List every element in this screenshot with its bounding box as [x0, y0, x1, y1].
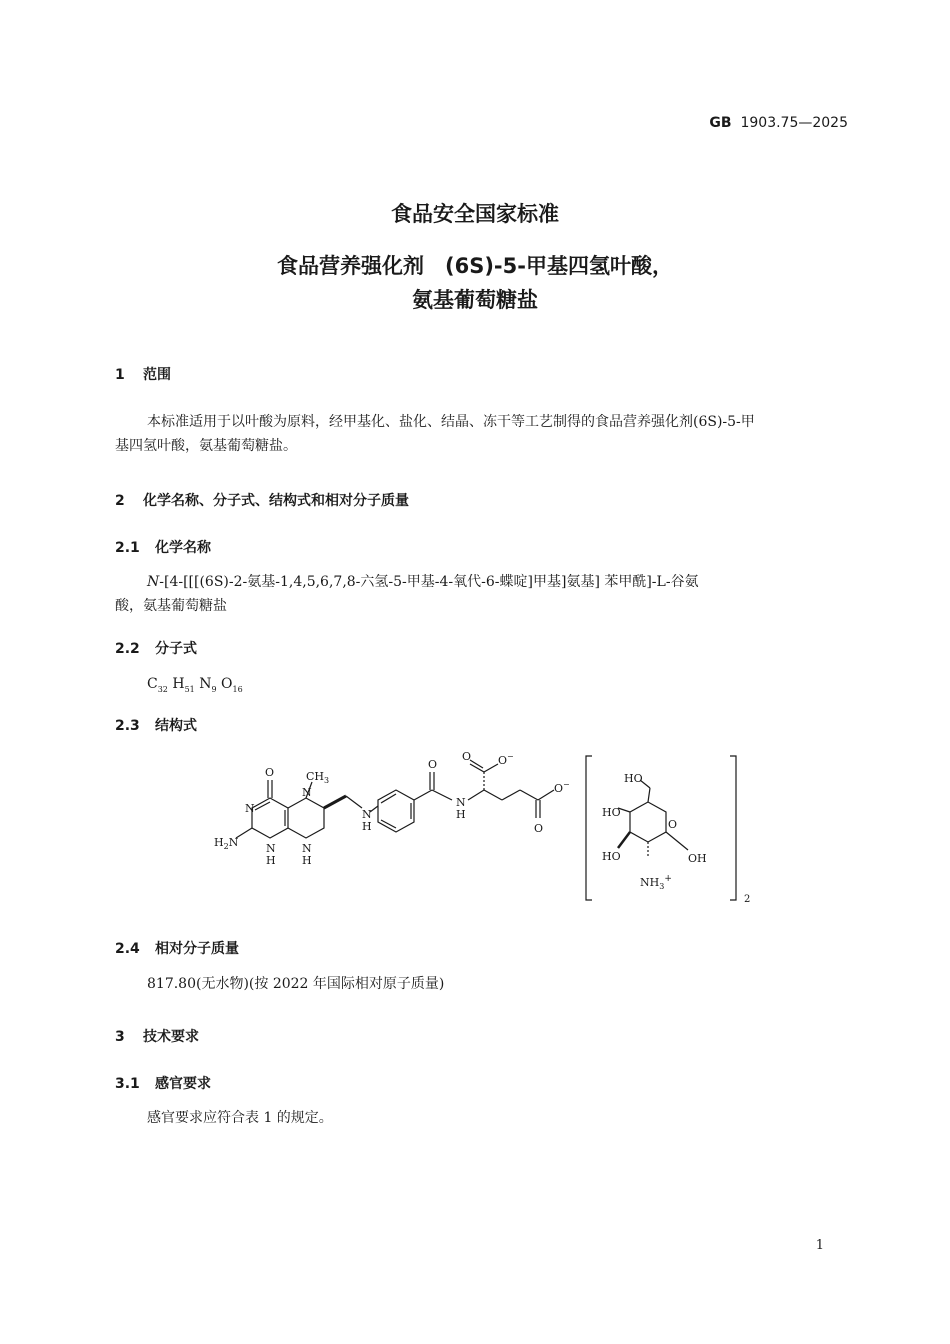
amine-bond: [236, 828, 252, 838]
section-2-1-heading: [115, 537, 211, 557]
atom-o: O: [428, 758, 438, 771]
standard-code-prefix: GB: [709, 115, 732, 131]
label-charge: +: [664, 874, 672, 884]
label-sub: 3: [659, 882, 665, 891]
atom-o: O: [265, 766, 275, 779]
section-number: 2.4: [115, 941, 140, 957]
bracket-subscript: 2: [744, 894, 751, 905]
label-charge: −: [563, 780, 570, 789]
amine-label: [214, 836, 239, 851]
section-number: 2.1: [115, 540, 140, 556]
ho-wedge: [618, 832, 630, 848]
atom-o: O: [462, 750, 472, 763]
section-1-body: [115, 410, 855, 458]
atom-h: H: [456, 808, 466, 821]
atom-ho: HO: [602, 850, 621, 863]
standard-code-number: 1903.75—2025: [740, 115, 848, 131]
label-o: O: [554, 782, 564, 795]
section-2-heading: [115, 490, 409, 510]
label-n: N: [228, 836, 239, 849]
carboxylate-label: [498, 752, 514, 767]
atom-h: H: [362, 820, 372, 833]
chemical-name: -[4-[[[(6S)-2-氨基-1,4,5,6,7,8-六氢-5-甲基-4-氧代-6-蝶啶]甲基]氨基] 苯甲酰]-L-谷氨: [159, 574, 699, 590]
ring-double-bond: [255, 802, 270, 810]
section-number: 1: [115, 367, 125, 383]
atom-h: H: [302, 854, 312, 867]
element-n: N: [199, 676, 212, 692]
section-3-1-body: 感官要求应符合表 1 的规定。: [147, 1110, 333, 1126]
atom-ho: HO: [624, 772, 643, 785]
atom-n: N: [302, 842, 312, 855]
section-2-2-heading: [115, 638, 197, 658]
section-2-4-heading: [115, 938, 239, 958]
ch2oh-bond: [648, 788, 650, 802]
section-number: 2.3: [115, 718, 140, 734]
right-bracket: [730, 756, 736, 900]
count-o: 16: [232, 684, 243, 694]
amide-bond: [414, 790, 432, 800]
document-title: 食品安全国家标准: [391, 202, 559, 226]
linker-bond: [346, 796, 362, 808]
section-3-1-heading: [115, 1073, 211, 1093]
side-chain: [520, 790, 538, 800]
label-ch: CH: [306, 770, 325, 783]
section-2-4-body: 817.80(无水物)(按 2022 年国际相对原子质量): [147, 976, 445, 992]
pyrimidine-ring: [252, 798, 288, 838]
section-title: 结构式: [155, 718, 197, 734]
carboxylate-label: [554, 780, 570, 795]
label-h: H: [214, 836, 224, 849]
label-sub: 3: [324, 776, 330, 785]
atom-labels: [214, 750, 750, 905]
section-title: 分子式: [155, 641, 197, 657]
wedge-bond: [324, 796, 346, 808]
benzene-double-bond: [381, 820, 396, 828]
standard-code: [709, 115, 848, 131]
section-2-1-body: [115, 570, 855, 618]
atom-n: N: [266, 842, 276, 855]
left-bracket: [586, 756, 592, 900]
pyranose-ring: [630, 802, 666, 842]
label-o: O: [498, 754, 508, 767]
side-carboxyl: [538, 790, 554, 800]
atom-h: H: [266, 854, 276, 867]
section-number: 2: [115, 493, 125, 509]
atom-ho: HO: [602, 806, 621, 819]
pyrazine-ring: [288, 798, 324, 838]
label-nh: NH: [640, 876, 660, 889]
body-line: 基四氢叶酸，氨基葡萄糖盐。: [115, 438, 297, 454]
page-number: 1: [815, 1238, 824, 1253]
structural-formula: [200, 750, 780, 920]
section-number: 3.1: [115, 1076, 140, 1092]
section-3-heading: [115, 1026, 199, 1046]
atom-o: O: [534, 822, 544, 835]
atom-oh: OH: [688, 852, 707, 865]
carboxyl-single: [484, 764, 498, 772]
side-chain: [502, 790, 520, 800]
section-number: 3: [115, 1029, 125, 1045]
atom-n: N: [245, 802, 255, 815]
carboxyl-double: [470, 760, 483, 768]
atom-n: N: [456, 796, 466, 809]
document-subtitle-line1: 食品营养强化剂 (6S)-5-甲基四氢叶酸，: [277, 254, 673, 278]
count-c: 32: [157, 684, 168, 694]
label-sub: 2: [223, 842, 229, 851]
atom-n: N: [362, 808, 372, 821]
oh-bond: [666, 832, 688, 850]
section-title: 技术要求: [143, 1029, 199, 1045]
section-title: 感官要求: [155, 1076, 211, 1092]
alpha-carbon-bond: [468, 790, 484, 800]
element-h: H: [172, 676, 185, 692]
amide-n-bond: [432, 790, 452, 800]
body-line: [115, 570, 855, 594]
atom-n: N: [302, 786, 312, 799]
section-title: 相对分子质量: [155, 941, 239, 957]
count-h: 51: [184, 684, 195, 694]
benzene-double-bond: [381, 794, 396, 803]
section-title: 化学名称、分子式、结构式和相对分子质量: [143, 493, 409, 509]
document-subtitle-line2: 氨基葡萄糖盐: [412, 288, 538, 312]
count-n: 9: [211, 684, 217, 694]
side-chain: [484, 790, 502, 800]
element-c: C: [147, 676, 158, 692]
molecular-formula: [147, 676, 243, 694]
atom-o: O: [668, 818, 678, 831]
body-line: 本标准适用于以叶酸为原料，经甲基化、盐化、结晶、冻干等工艺制得的食品营养强化剂(6S)-5-甲: [147, 414, 755, 430]
methyl-label: [306, 770, 329, 785]
section-title: 范围: [143, 367, 171, 383]
italic-prefix: N: [147, 574, 160, 590]
ammonium-label: [640, 874, 672, 891]
section-title: 化学名称: [155, 540, 211, 556]
benzene-ring: [378, 790, 414, 832]
section-number: 2.2: [115, 641, 140, 657]
section-2-3-heading: [115, 715, 197, 735]
section-1-heading: [115, 364, 171, 384]
body-line: 酸，氨基葡萄糖盐: [115, 598, 227, 614]
label-charge: −: [507, 752, 514, 761]
element-o: O: [221, 676, 233, 692]
